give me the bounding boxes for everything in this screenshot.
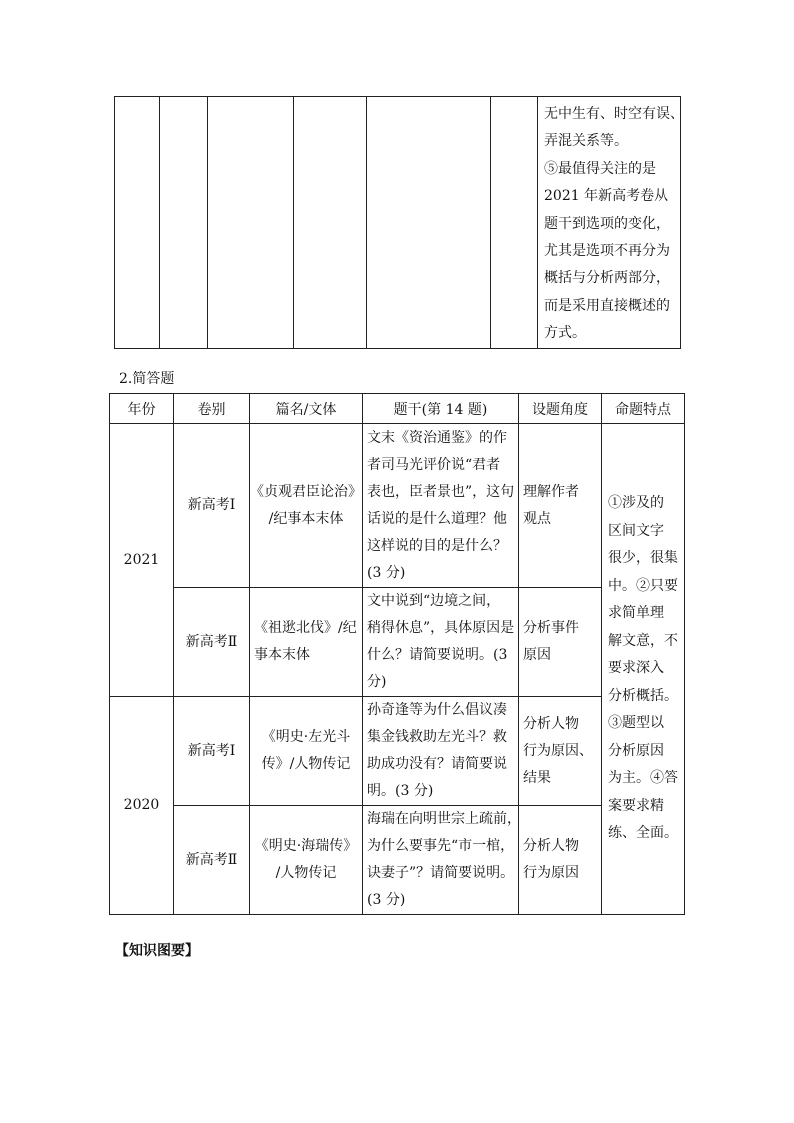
- table-row: [110, 806, 685, 915]
- cell-line: 行为原因、: [523, 742, 593, 759]
- empty-cell: [491, 97, 538, 349]
- empty-cell: [367, 97, 491, 349]
- question-cell: [363, 697, 519, 806]
- cell-line: 孙奇逢等为什么倡议凑: [367, 702, 507, 718]
- cell-line: 分析概括。: [608, 687, 678, 704]
- cell-line: ⑤最值得关注的是: [544, 160, 656, 177]
- short-answer-table: [109, 393, 685, 915]
- header-year: 年份: [110, 394, 174, 424]
- cell-line: 事本末体: [254, 647, 310, 663]
- header-paper: 卷别: [174, 394, 250, 424]
- table-header-row: [110, 394, 685, 424]
- cell-line: 练、全面。: [608, 825, 678, 842]
- cell-line: 文末《资治通鉴》的作: [367, 429, 507, 446]
- cell-line: 分析事件: [523, 620, 579, 636]
- empty-cell: [115, 97, 160, 349]
- cell-line: 结果: [523, 769, 551, 786]
- section-heading: 2.简答题: [119, 371, 175, 387]
- cell-line: 要求深入: [608, 660, 664, 677]
- cell-line: 尤其是选项不再分为: [544, 243, 670, 260]
- question-cell: [363, 806, 519, 915]
- cell-line: 明。(3 分): [367, 783, 434, 799]
- cell-line: 2021 年新高考卷从: [544, 188, 669, 205]
- cell-line: 案要求精: [608, 797, 664, 814]
- paper-cell: 新高考Ⅱ: [174, 588, 250, 697]
- angle-cell: [519, 806, 602, 915]
- cell-line: 什么？请简要说明。(3: [367, 647, 508, 663]
- year-cell: 2020: [110, 697, 174, 915]
- cell-line: 而是采用直接概述的: [544, 297, 670, 314]
- cell-line: 分): [367, 674, 387, 690]
- continued-table: [114, 96, 684, 349]
- question-cell: [363, 424, 519, 588]
- cell-line: 方式。: [544, 325, 586, 342]
- cell-line: 分析人物: [523, 715, 579, 732]
- header-title-genre: 篇名/文体: [250, 394, 363, 424]
- cell-line: /纪事本末体: [268, 510, 344, 527]
- cell-line: 解文意，不: [608, 632, 678, 649]
- paper-cell: 新高考Ⅰ: [174, 424, 250, 588]
- knowledge-heading: 【知识图要】: [115, 943, 199, 959]
- cell-line: /人物传记: [275, 865, 337, 881]
- header-features: 命题特点: [602, 394, 685, 424]
- year-cell: 2021: [110, 424, 174, 697]
- angle-cell: [519, 424, 602, 588]
- cell-line: 文中说到“边境之间，: [367, 593, 501, 609]
- empty-cell: [160, 97, 208, 349]
- cell-line: 为主。④答: [608, 770, 678, 787]
- cell-line: 《明史·海瑞传》: [254, 838, 358, 854]
- cell-line: 助成功没有？请简要说: [367, 756, 507, 772]
- features-cell: [602, 424, 685, 915]
- cell-line: 题干到选项的变化，: [544, 215, 670, 232]
- title-cell: [250, 588, 363, 697]
- cell-line: 海瑞在向明世宗上疏前，: [367, 811, 521, 827]
- cell-line: 理解作者: [523, 483, 579, 500]
- empty-cell: [294, 97, 367, 349]
- cell-line: 观点: [523, 510, 551, 527]
- cell-line: 原因: [523, 647, 551, 663]
- cell-line: 行为原因: [523, 865, 579, 881]
- cell-line: 概括与分析两部分，: [544, 270, 670, 287]
- cell-line: 这样说的目的是什么？: [367, 537, 507, 554]
- header-angle: 设题角度: [519, 394, 602, 424]
- table-row: [115, 97, 681, 349]
- cell-line: 为什么要事先“市一棺，: [367, 838, 515, 854]
- cell-line: 《祖逖北伐》/纪: [254, 620, 357, 636]
- cell-line: (3 分): [367, 892, 406, 908]
- question-cell: [363, 588, 519, 697]
- cell-line: (3 分): [367, 564, 406, 581]
- cell-line: 表也，臣者景也”，这句: [367, 483, 515, 500]
- title-cell: [250, 424, 363, 588]
- table-row: [110, 424, 685, 588]
- cell-line: 弄混关系等。: [544, 133, 628, 150]
- title-cell: [250, 806, 363, 915]
- cell-line: 中。②只要: [608, 577, 678, 594]
- cell-line: ③题型以: [608, 715, 664, 732]
- cell-line: 很少，很集: [608, 550, 678, 567]
- cell-line: 者司马光评价说“君者: [367, 456, 501, 473]
- cell-line: 稍得休息”，具体原因是: [367, 620, 515, 636]
- cell-line: 传》/人物传记: [261, 756, 351, 772]
- header-question: 题干(第 14 题): [363, 394, 519, 424]
- cell-line: 集金钱救助左光斗？救: [367, 729, 507, 745]
- cell-line: 话说的是什么道理？他: [367, 510, 507, 527]
- cell-line: 《贞观君臣论治》: [250, 483, 362, 500]
- cell-line: ①涉及的: [608, 495, 664, 512]
- cell-line: 诀妻子”？请简要说明。: [367, 865, 515, 881]
- paper-cell: 新高考Ⅱ: [174, 806, 250, 915]
- title-cell: [250, 697, 363, 806]
- features-continued-cell: [538, 97, 684, 349]
- cell-line: 分析原因: [608, 742, 664, 759]
- angle-cell: [519, 697, 602, 806]
- cell-line: 求简单理: [608, 605, 664, 622]
- table-row: [110, 588, 685, 697]
- cell-line: 区间文字: [608, 522, 664, 539]
- cell-line: 《明史·左光斗: [261, 729, 351, 745]
- cell-line: 分析人物: [523, 838, 579, 854]
- table-row: [110, 697, 685, 806]
- empty-cell: [208, 97, 294, 349]
- cell-line: 无中生有、时空有误、: [544, 106, 684, 122]
- paper-cell: 新高考Ⅰ: [174, 697, 250, 806]
- angle-cell: [519, 588, 602, 697]
